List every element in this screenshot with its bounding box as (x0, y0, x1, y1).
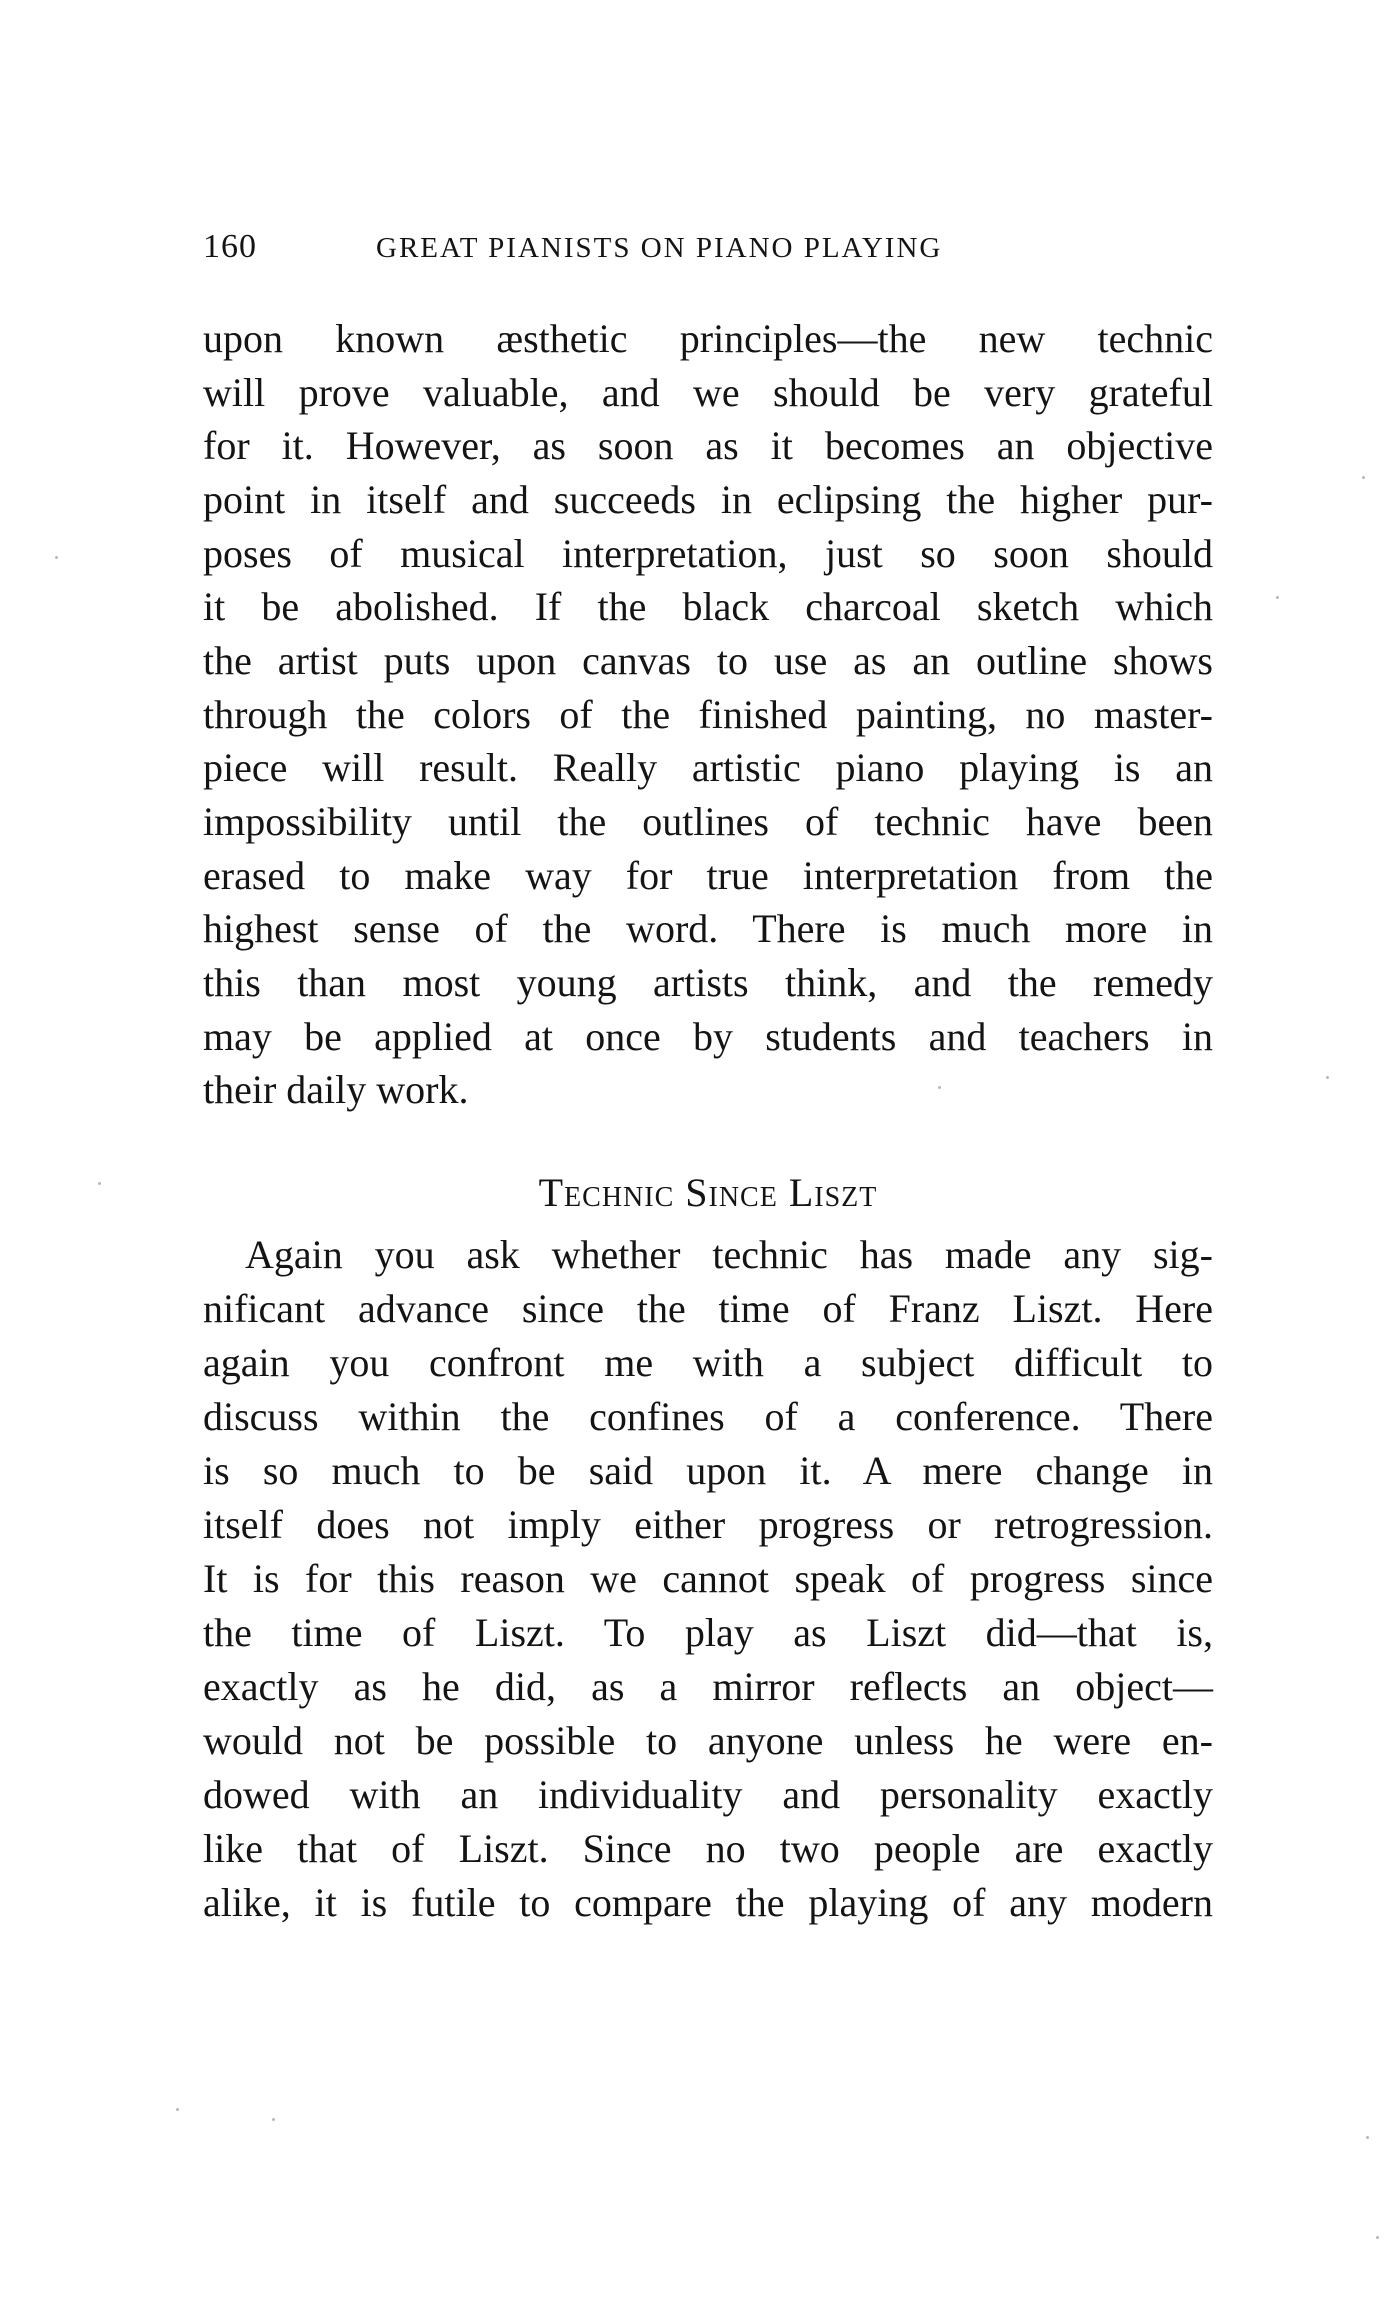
text-line: exactly as he did, as a mirror reflects an object— (203, 1664, 1213, 1709)
text-line: upon known æsthetic principles—the new technic (203, 316, 1213, 361)
paper-speck (1362, 476, 1365, 479)
text-line: discuss within the confines of a conference. There (203, 1394, 1213, 1439)
text-line: is so much to be said upon it. A mere change in (203, 1448, 1213, 1493)
text-line: will prove valuable, and we should be very grateful (203, 370, 1213, 415)
text-line: the artist puts upon canvas to use as an outline shows (203, 638, 1213, 683)
text-line: point in itself and succeeds in eclipsing the higher pur- (203, 477, 1213, 522)
text-line: erased to make way for true interpretation from the (203, 853, 1213, 898)
text-line: itself does not imply either progress or retrogression. (203, 1502, 1213, 1547)
paper-speck (1376, 2236, 1379, 2239)
text-line: nificant advance since the time of Franz Liszt. Here (203, 1286, 1213, 1331)
paper-speck (98, 1182, 101, 1185)
text-line: dowed with an individuality and personality exactly (203, 1772, 1213, 1817)
text-line: highest sense of the word. There is much more in (203, 906, 1213, 951)
running-head (203, 228, 1213, 278)
paper-speck (176, 2108, 179, 2111)
text-line: Again you ask whether technic has made any sig- (245, 1232, 1213, 1277)
text-line: for it. However, as soon as it becomes an objective (203, 423, 1213, 468)
text-line: again you confront me with a subject difficult to (203, 1340, 1213, 1385)
paper-speck (1326, 1076, 1329, 1079)
text-line: their daily work. (203, 1067, 469, 1112)
paper-speck (938, 1086, 941, 1089)
text-line: impossibility until the outlines of technic have been (203, 799, 1213, 844)
running-title: GREAT PIANISTS ON PIANO PLAYING (376, 232, 943, 264)
text-line: through the colors of the finished painting, no master- (203, 692, 1213, 737)
page-number: 160 (203, 228, 257, 265)
paper-speck (272, 2118, 275, 2121)
text-line: like that of Liszt. Since no two people are exactly (203, 1826, 1213, 1871)
text-line: may be applied at once by students and teachers in (203, 1014, 1213, 1059)
text-line: the time of Liszt. To play as Liszt did—that is, (203, 1610, 1213, 1655)
text-line: would not be possible to anyone unless he were en- (203, 1718, 1213, 1763)
paper-speck (55, 556, 58, 559)
text-line: It is for this reason we cannot speak of progress since (203, 1556, 1213, 1601)
paper-speck (1366, 2136, 1369, 2139)
text-line: piece will result. Really artistic piano playing is an (203, 745, 1213, 790)
text-line: alike, it is futile to compare the playing of any modern (203, 1880, 1213, 1925)
text-line: it be abolished. If the black charcoal sketch which (203, 584, 1213, 629)
text-line: poses of musical interpretation, just so soon should (203, 531, 1213, 576)
section-heading: Technic Since Liszt (538, 1170, 878, 1215)
paper-speck (1276, 596, 1279, 599)
text-line: this than most young artists think, and the remedy (203, 960, 1213, 1005)
